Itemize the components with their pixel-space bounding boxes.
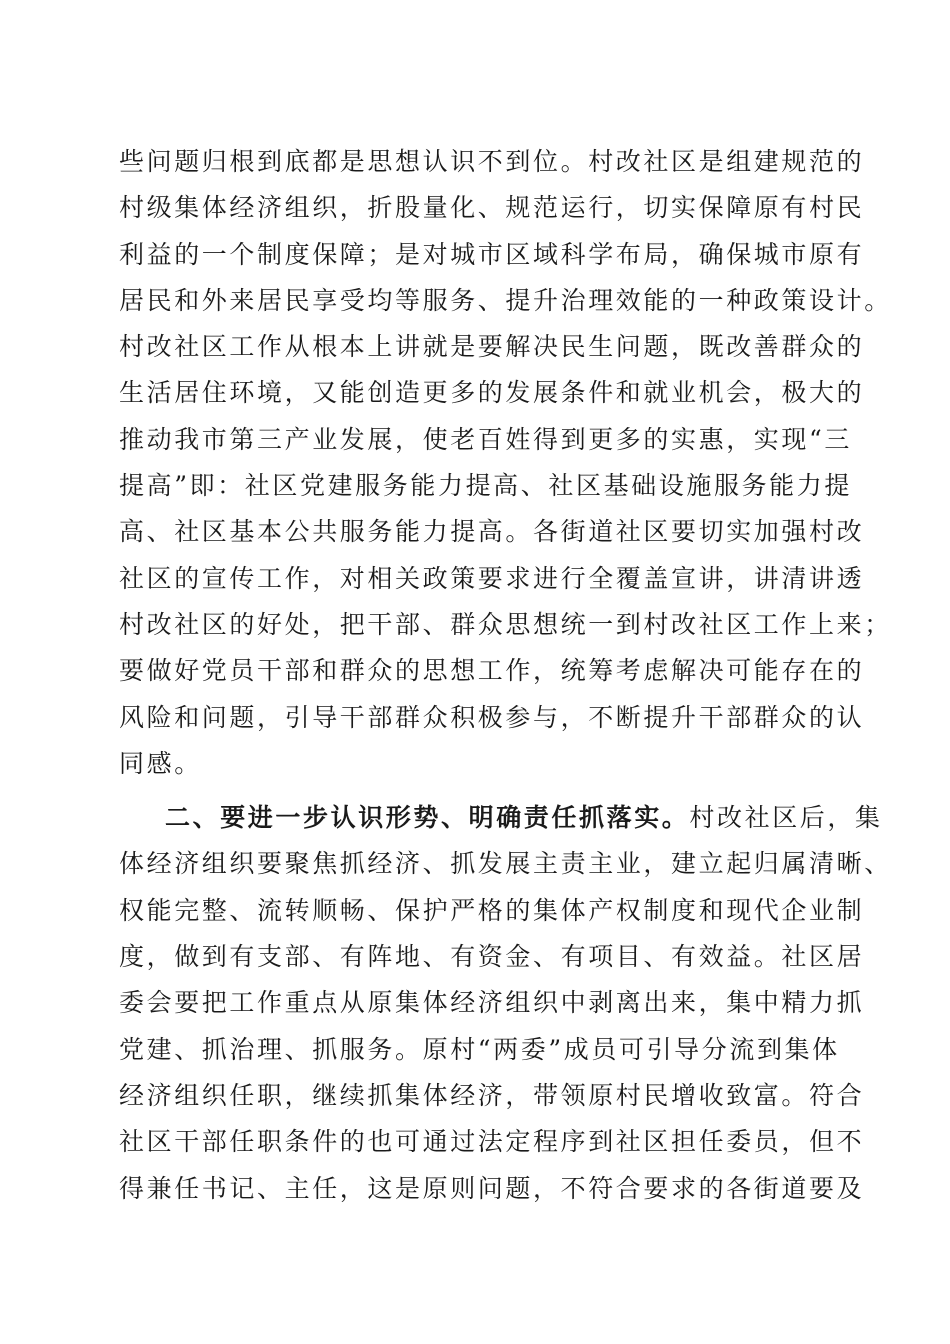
text-line: 高、社区基本公共服务能力提高。各街道社区要切实加强村改: [119, 517, 865, 547]
text-line: 风险和问题，引导干部群众积极参与，不断提升干部群众的认: [119, 702, 865, 732]
paragraph-2: [119, 795, 892, 1212]
text-line: 提高”即：社区党建服务能力提高、社区基础设施服务能力提: [119, 471, 852, 501]
text-line: 经济组织任职，继续抓集体经济，带领原村民增收致富。符合: [119, 1080, 865, 1110]
text-line: 委会要把工作重点从原集体经济组织中剥离出来，集中精力抓: [119, 988, 865, 1018]
text-line: 社区干部任职条件的也可通过法定程序到社区担任委员，但不: [119, 1127, 865, 1157]
text-line: 度，做到有支部、有阵地、有资金、有项目、有效益。社区居: [119, 942, 865, 972]
text-line: 村改社区工作从根本上讲就是要解决民生问题，既改善群众的: [119, 332, 865, 362]
text-line: 生活居住环境，又能创造更多的发展条件和就业机会，极大的: [119, 378, 865, 408]
text-line: 党建、抓治理、抓服务。原村“两委”成员可引导分流到集体: [119, 1034, 840, 1064]
section-heading: 二、要进一步认识形势、明确责任抓落实。: [165, 803, 690, 833]
text-line: 权能完整、流转顺畅、保护严格的集体产权制度和现代企业制: [119, 895, 865, 925]
text-line: 些问题归根到底都是思想认识不到位。村改社区是组建规范的: [119, 147, 865, 176]
text-line: 要做好党员干部和群众的思想工作，统筹考虑解决可能存在的: [119, 656, 865, 686]
text-line: 居民和外来居民享受均等服务、提升治理效能的一种政策设计。: [119, 285, 892, 315]
text-line: 推动我市第三产业发展，使老百姓得到更多的实惠，实现“三: [119, 424, 852, 454]
heading-line-text: 村改社区后，集: [689, 803, 883, 833]
text-line: 体经济组织要聚焦抓经济、抓发展主责主业，建立起归属清晰、: [119, 849, 892, 879]
section-heading-line: [119, 795, 883, 841]
text-line: 村改社区的好处，把干部、群众思想统一到村改社区工作上来；: [119, 609, 892, 639]
body-text: [119, 139, 892, 1212]
text-line: 同感。: [119, 748, 202, 778]
text-line: 社区的宣传工作，对相关政策要求进行全覆盖宣讲，讲清讲透: [119, 563, 865, 593]
paragraph-1: [119, 139, 892, 787]
text-line: 村级集体经济组织，折股量化、规范运行，切实保障原有村民: [119, 193, 865, 223]
text-line: 利益的一个制度保障；是对城市区域科学布局，确保城市原有: [119, 239, 865, 269]
text-line: 得兼任书记、主任，这是原则问题，不符合要求的各街道要及: [119, 1173, 865, 1203]
